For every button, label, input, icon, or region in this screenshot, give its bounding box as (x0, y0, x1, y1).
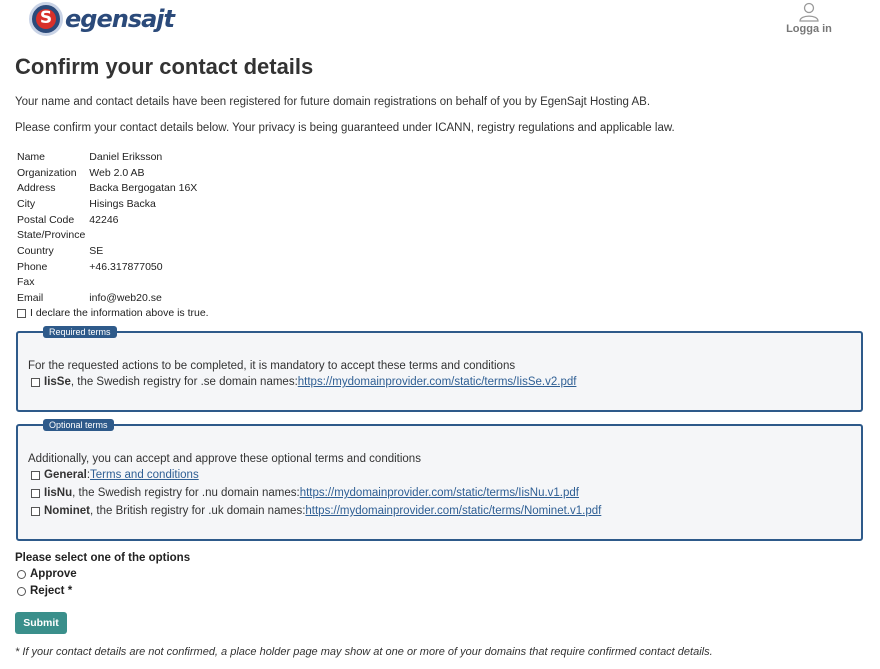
required-terms-fieldset (16, 327, 863, 412)
detail-label: Country (17, 244, 54, 257)
login-label: Logga in (786, 23, 832, 35)
declare-label: I declare the information above is true. (30, 307, 209, 319)
detail-row-state (15, 227, 199, 243)
optional-terms-fieldset (16, 420, 863, 541)
term-nominet-row[interactable] (31, 505, 601, 517)
detail-label: Email (17, 292, 44, 305)
detail-label: Name (17, 150, 46, 163)
reject-label: Reject * (30, 585, 73, 597)
detail-row-fax (15, 275, 199, 291)
submit-button[interactable]: Submit (15, 612, 67, 634)
intro-text-2: Please confirm your contact details below. Your privacy is being guaranteed under ICANN, registry regulations and applicable law. (15, 122, 675, 134)
term-iisse-row[interactable] (31, 376, 576, 388)
intro-text-1: Your name and contact details have been registered for future domain registrations on behalf of you by EgenSajt Hosting AB. (15, 96, 651, 108)
detail-label: Organization (17, 166, 77, 179)
term-general-text: : (86, 469, 91, 481)
term-nominet-link[interactable]: https://mydomainprovider.com/static/terms/Nominet.v1.pdf (305, 505, 602, 517)
term-iisnu-checkbox[interactable] (31, 489, 40, 498)
term-general-link[interactable]: Terms and conditions (90, 469, 199, 481)
detail-value: +46.317877050 (89, 260, 163, 273)
detail-value (87, 227, 199, 243)
detail-label: Postal Code (17, 213, 75, 226)
term-iisnu-name: IisNu (44, 487, 73, 499)
term-iisse-text: , the Swedish registry for .se domain names: (70, 376, 298, 388)
login-button[interactable] (783, 2, 835, 35)
term-iisnu-text: , the Swedish registry for .nu domain names: (72, 487, 300, 499)
approve-option[interactable] (17, 568, 77, 580)
detail-value: SE (89, 244, 104, 257)
reject-radio[interactable] (17, 587, 26, 596)
required-terms-description: For the requested actions to be completed, it is mandatory to accept these terms and conditions (28, 360, 516, 372)
detail-value: Hisings Backa (89, 197, 156, 210)
term-iisnu-link[interactable]: https://mydomainprovider.com/static/terms/IisNu.v1.pdf (299, 487, 579, 499)
term-iisse-link[interactable]: https://mydomainprovider.com/static/terms/IisSe.v2.pdf (297, 376, 577, 388)
term-iisse-checkbox[interactable] (31, 378, 40, 387)
detail-label: State/Province (17, 229, 86, 242)
logo-text: egensajt (65, 5, 174, 33)
footnote: * If your contact details are not confirmed, a place holder page may show at one or more of your domains that require confirmed contact details. (15, 646, 713, 658)
term-nominet-text: , the British registry for .uk domain names: (90, 505, 306, 517)
term-general-name: General (44, 469, 87, 481)
detail-row-postal-code (15, 212, 199, 228)
detail-label: Fax (17, 276, 35, 289)
detail-row-address (15, 180, 199, 196)
term-iisnu-row[interactable] (31, 487, 579, 499)
detail-row-organization (15, 165, 199, 181)
detail-row-name (15, 149, 199, 165)
detail-label: City (17, 197, 36, 210)
detail-label: Address (17, 182, 56, 195)
term-iisse-name: IisSe (44, 376, 71, 388)
detail-row-phone (15, 259, 199, 275)
detail-value (87, 275, 199, 291)
detail-row-country (15, 243, 199, 259)
detail-row-city (15, 196, 199, 212)
detail-value: Backa Bergogatan 16X (89, 182, 198, 195)
term-general-checkbox[interactable] (31, 471, 40, 480)
user-icon (798, 2, 820, 22)
reject-option[interactable] (17, 585, 72, 597)
optional-terms-legend: Optional terms (43, 419, 114, 431)
contact-details-table (15, 149, 199, 306)
logo[interactable] (29, 2, 174, 36)
detail-value: info@web20.se (89, 292, 162, 305)
page-title: Confirm your contact details (15, 54, 314, 79)
options-title: Please select one of the options (15, 552, 191, 564)
detail-label: Phone (17, 260, 48, 273)
detail-row-email (15, 290, 199, 306)
term-nominet-checkbox[interactable] (31, 507, 40, 516)
detail-value: Web 2.0 AB (89, 166, 145, 179)
declare-checkbox[interactable] (17, 309, 26, 318)
detail-value: 42246 (89, 213, 119, 226)
term-general-row[interactable] (31, 469, 199, 481)
optional-terms-description: Additionally, you can accept and approve these optional terms and conditions (28, 453, 421, 465)
approve-radio[interactable] (17, 570, 26, 579)
logo-mark-icon: S (29, 2, 63, 36)
term-nominet-name: Nominet (44, 505, 90, 517)
approve-label: Approve (30, 568, 77, 580)
required-terms-legend: Required terms (43, 326, 117, 338)
detail-value: Daniel Eriksson (89, 150, 163, 163)
declare-checkbox-row[interactable] (17, 307, 209, 319)
header (0, 0, 880, 42)
